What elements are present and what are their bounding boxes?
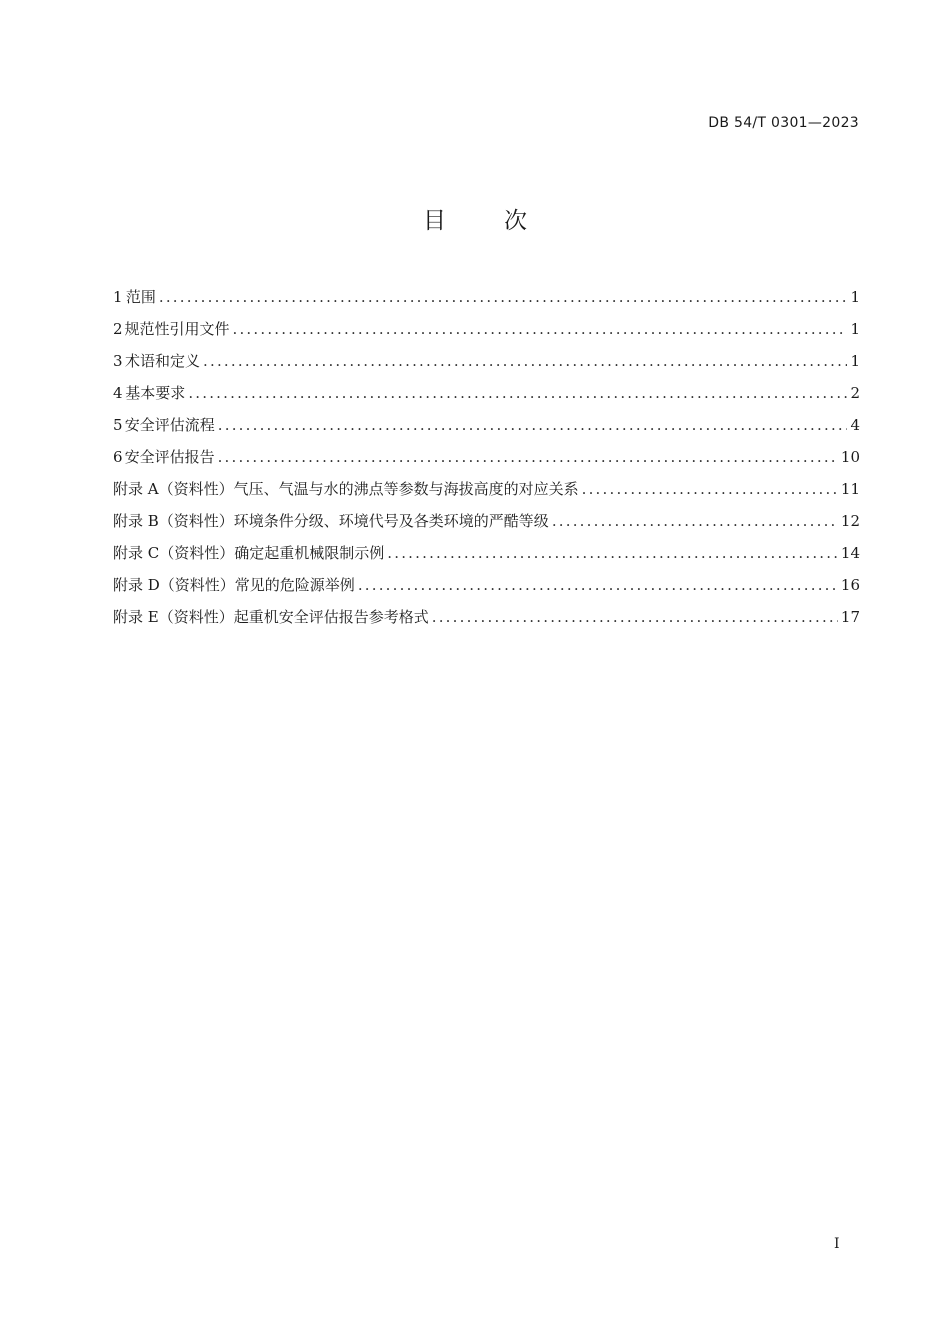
toc-entry-page: 2 [850, 384, 860, 402]
toc-leader-dots [188, 384, 847, 402]
toc-appendix-entry[interactable] [113, 574, 860, 606]
toc-entry-page: 11 [840, 480, 860, 498]
toc-leader-dots [552, 512, 838, 530]
toc-entry-label: 术语和定义 [125, 352, 201, 370]
page-number: I [834, 1236, 840, 1252]
toc-entry-label: 安全评估报告 [124, 448, 215, 466]
toc-entry-page: 1 [850, 320, 860, 338]
toc-leader-dots [232, 320, 847, 338]
document-code: DB 54/T 0301—2023 [708, 115, 859, 131]
toc-entry[interactable] [113, 382, 860, 414]
toc-entry-page: 1 [850, 288, 860, 306]
toc-entry[interactable] [113, 446, 860, 478]
toc-entry-number: 3 [113, 352, 123, 370]
toc-leader-dots [203, 352, 847, 370]
toc-leader-dots [432, 608, 838, 626]
toc-leader-dots [358, 576, 838, 594]
toc-entry[interactable] [113, 414, 860, 446]
toc-entry-label: 范围 [125, 288, 156, 306]
toc-entry-number: 4 [113, 384, 123, 402]
toc-entry-page: 12 [840, 512, 860, 530]
toc-entry-page: 14 [840, 544, 860, 562]
toc-title: 目次 [423, 208, 585, 234]
toc-entry-page: 4 [850, 416, 860, 434]
toc-entry-page: 10 [840, 448, 860, 466]
toc-entry-page: 17 [840, 608, 860, 626]
toc-entry-page: 16 [840, 576, 860, 594]
toc-entry-label: 安全评估流程 [124, 416, 215, 434]
toc-entry-page: 1 [850, 352, 860, 370]
toc-entry-label: 确定起重机械限制示例 [234, 544, 385, 562]
toc-entry-label: 环境条件分级、环境代号及各类环境的严酷等级 [233, 512, 549, 530]
toc-entry[interactable] [113, 286, 860, 318]
toc-appendix-entry[interactable] [113, 606, 860, 638]
toc-leader-dots [159, 288, 848, 306]
toc-entry-number: 6 [113, 448, 123, 466]
toc-entry-label: 常见的危险源举例 [234, 576, 355, 594]
toc-leader-dots [218, 448, 838, 466]
toc-entry-label: 基本要求 [125, 384, 186, 402]
toc-appendix-entry[interactable] [113, 542, 860, 574]
toc-entry-number: 2 [113, 320, 123, 338]
toc-entry[interactable] [113, 318, 860, 350]
toc-appendix-tag: 附录 D（资料性） [113, 576, 235, 594]
toc-leader-dots [582, 480, 838, 498]
toc-appendix-entry[interactable] [113, 478, 860, 510]
toc-appendix-tag: 附录 A（资料性） [113, 480, 234, 498]
toc-appendix-tag: 附录 C（资料性） [113, 544, 235, 562]
toc-entry-label: 规范性引用文件 [124, 320, 230, 338]
toc-leader-dots [218, 416, 848, 434]
toc-appendix-tag: 附录 B（资料性） [113, 512, 234, 530]
toc-entry[interactable] [113, 350, 860, 382]
toc-entry-number: 1 [113, 288, 123, 306]
toc-leader-dots [387, 544, 838, 562]
toc-entry-number: 5 [113, 416, 123, 434]
table-of-contents [113, 286, 860, 638]
toc-entry-label: 起重机安全评估报告参考格式 [233, 608, 429, 626]
toc-appendix-tag: 附录 E（资料性） [113, 608, 234, 626]
toc-entry-label: 气压、气温与水的沸点等参数与海拔高度的对应关系 [233, 480, 579, 498]
toc-appendix-entry[interactable] [113, 510, 860, 542]
